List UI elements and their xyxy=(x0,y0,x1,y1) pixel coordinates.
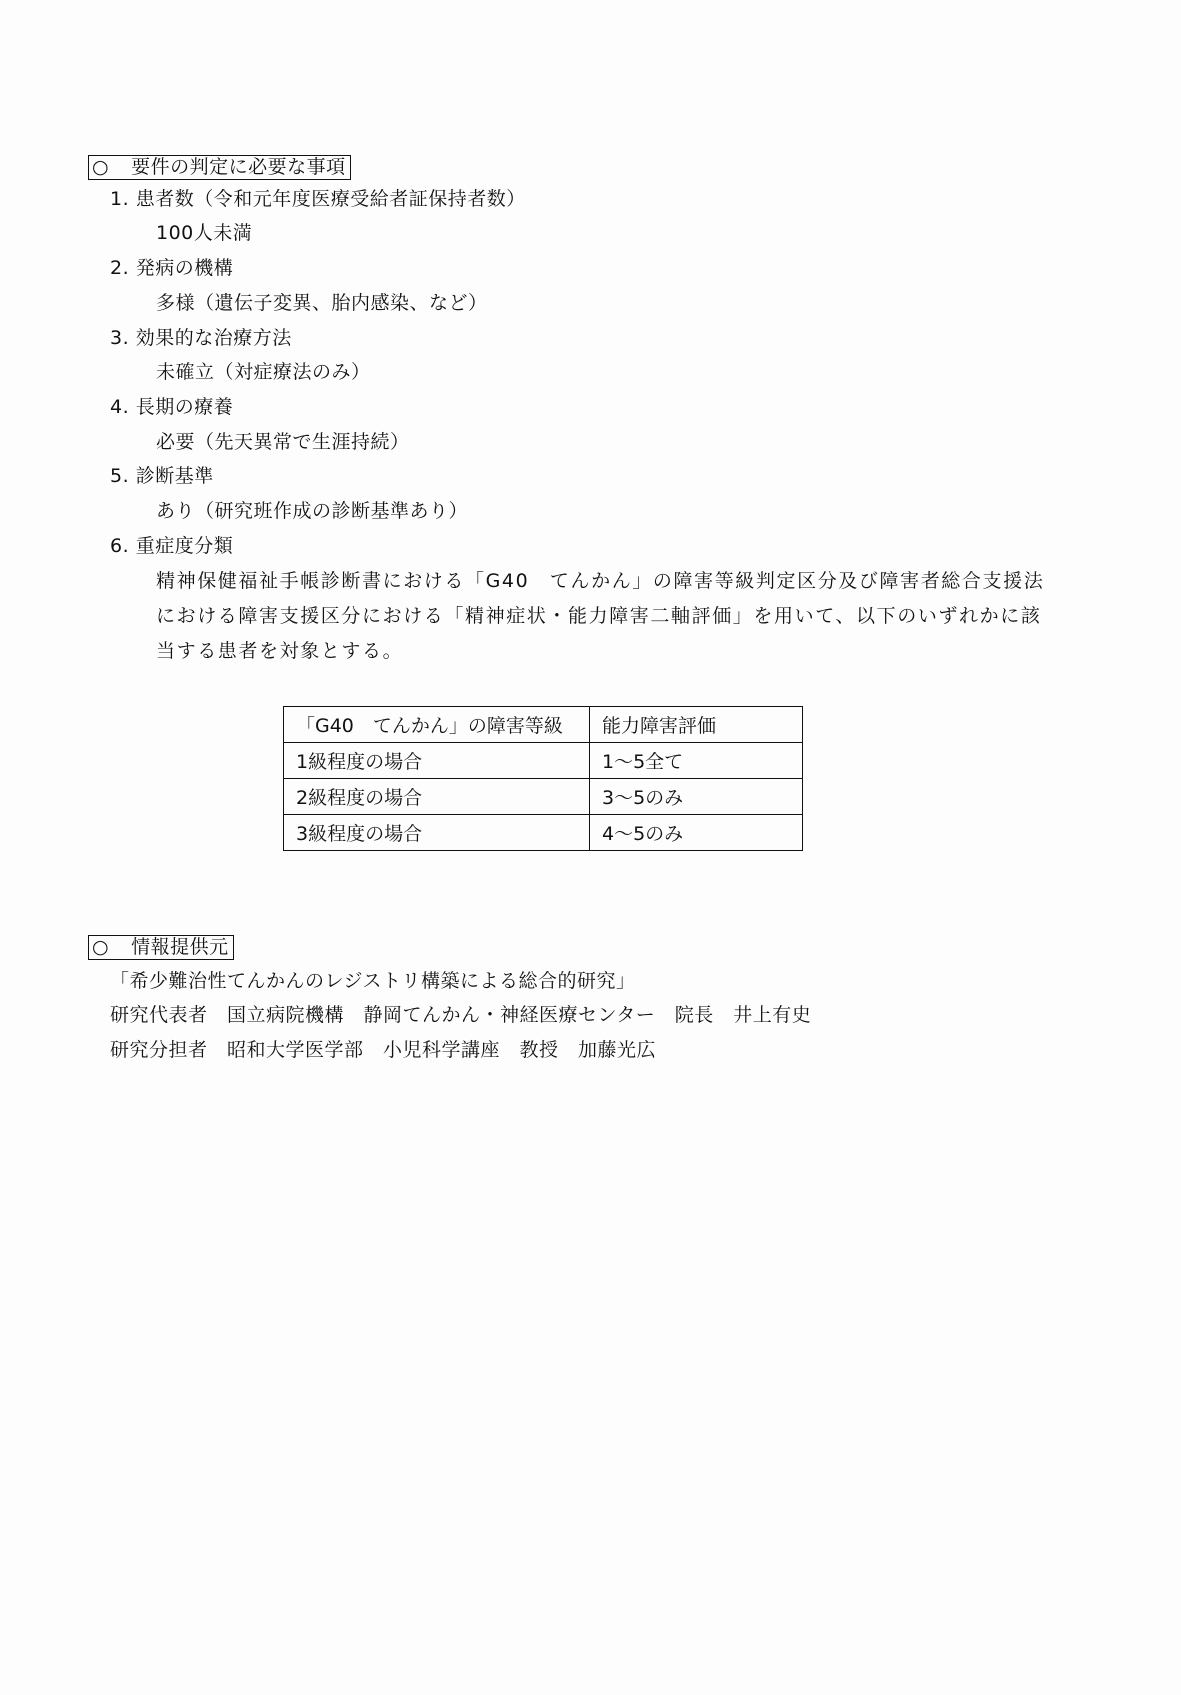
item-number: 5. xyxy=(110,465,130,487)
section-heading-text: 要件の判定に必要な事項 xyxy=(131,156,346,178)
severity-table xyxy=(283,706,803,851)
item-number: 4. xyxy=(110,396,130,418)
section-heading-information-source xyxy=(88,935,234,960)
item-title: 発病の機構 xyxy=(135,257,234,279)
section-heading-text: 情報提供元 xyxy=(131,936,229,958)
table-cell: 2級程度の場合 xyxy=(284,779,590,815)
item-title: 患者数（令和元年度医療受給者証保持者数） xyxy=(135,188,526,210)
item-5-title xyxy=(110,467,214,486)
research-representative: 研究代表者 国立病院機構 静岡てんかん・神経医療センター 院長 井上有史 xyxy=(110,1004,812,1026)
item-6-detail-line-2: における障害支援区分における「精神症状・能力障害二軸評価」を用いて、以下のいずれかに該 xyxy=(156,605,1042,627)
item-number: 3. xyxy=(110,327,130,349)
item-4-title xyxy=(110,398,233,417)
item-title: 効果的な治療方法 xyxy=(135,327,292,349)
item-title: 診断基準 xyxy=(135,465,214,487)
table-cell: 1～5全て xyxy=(590,743,803,779)
study-title: 「希少難治性てんかんのレジストリ構築による総合的研究」 xyxy=(110,970,636,992)
item-4-detail: 必要（先天異常で生涯持続） xyxy=(156,431,410,453)
item-3-detail: 未確立（対症療法のみ） xyxy=(156,361,371,383)
item-2-title xyxy=(110,259,233,278)
item-1-title xyxy=(110,190,526,209)
item-5-detail: あり（研究班作成の診断基準あり） xyxy=(156,500,469,522)
circle-bullet-icon: ○ xyxy=(92,936,110,958)
table-row xyxy=(284,815,803,851)
table-cell: 1級程度の場合 xyxy=(284,743,590,779)
research-co-investigator: 研究分担者 昭和大学医学部 小児科学講座 教授 加藤光広 xyxy=(110,1039,657,1061)
item-title: 長期の療養 xyxy=(135,396,234,418)
table-header-cell: 「G40 てんかん」の障害等級 xyxy=(284,707,590,743)
table-row xyxy=(284,743,803,779)
item-number: 1. xyxy=(110,188,130,210)
table-header-row xyxy=(284,707,803,743)
item-6-detail-line-3: 当する患者を対象とする。 xyxy=(156,640,404,662)
item-1-detail: 100人未満 xyxy=(156,222,253,244)
table-row xyxy=(284,779,803,815)
item-6-title xyxy=(110,537,233,556)
table-header-cell: 能力障害評価 xyxy=(590,707,803,743)
item-title: 重症度分類 xyxy=(135,535,234,557)
circle-bullet-icon: ○ xyxy=(92,156,110,178)
item-2-detail: 多様（遺伝子変異、胎内感染、など） xyxy=(156,292,488,314)
table-cell: 4～5のみ xyxy=(590,815,803,851)
item-number: 6. xyxy=(110,535,130,557)
item-6-detail-line-1: 精神保健福祉手帳診断書における「G40 てんかん」の障害等級判定区分及び障害者総合支援法 xyxy=(156,570,1045,592)
table-cell: 3～5のみ xyxy=(590,779,803,815)
item-number: 2. xyxy=(110,257,130,279)
section-heading-requirements xyxy=(88,155,351,180)
table-cell: 3級程度の場合 xyxy=(284,815,590,851)
item-3-title xyxy=(110,329,292,348)
